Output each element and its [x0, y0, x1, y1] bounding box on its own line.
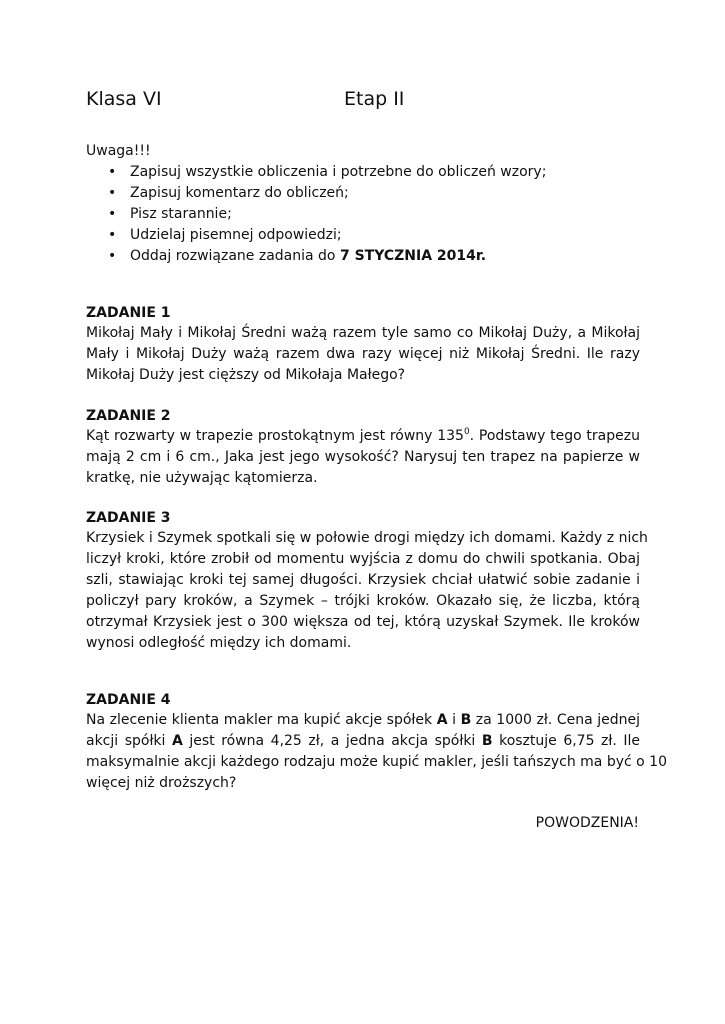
header	[86, 88, 646, 118]
task-line	[86, 426, 640, 447]
task-line: maksymalnie akcji każdego rodzaju może kupić makler, jeśli tańszych ma być o 10	[86, 754, 667, 770]
rule-item	[108, 183, 648, 204]
bullet-icon: •	[108, 164, 117, 180]
class-label: Klasa VI	[86, 88, 162, 110]
task-line: kratkę, nie używając kątomierza.	[86, 470, 318, 486]
task-line: otrzymał Krzysiek jest o 300 większa od tej, którą uzyskał Szymek. Ile kroków	[86, 614, 640, 630]
task-line: Krzysiek i Szymek spotkali się w połowie drogi między ich domami. Każdy z nich	[86, 530, 648, 546]
task-title: ZADANIE 3	[86, 510, 171, 526]
task-text: akcji spółki	[86, 733, 172, 749]
task-text: Na zlecenie klienta makler ma kupić akcje spółek	[86, 712, 437, 728]
task-text: . Podstawy tego trapezu	[469, 428, 640, 444]
task-title: ZADANIE 2	[86, 408, 171, 424]
company-b: B	[460, 712, 472, 728]
deadline: 7 STYCZNIA 2014r.	[339, 248, 487, 264]
task-line: Mikołaj Duży jest cięższy od Mikołaja Małego?	[86, 367, 406, 383]
task-line: Mały i Mikołaj Duży ważą razem dwa razy więcej niż Mikołaj Średni. Ile razy	[86, 346, 640, 362]
bullet-icon: •	[108, 185, 117, 201]
bullet-icon: •	[108, 206, 117, 222]
task-4	[86, 690, 667, 794]
task-line	[86, 710, 640, 731]
company-a: A	[436, 712, 448, 728]
company-a: A	[171, 733, 183, 749]
task-text: i	[447, 712, 461, 728]
task-line: szli, stawiając kroki tej samej długości. Krzysiek chciał ułatwić sobie zadanie i	[86, 572, 640, 588]
closing-text: POWODZENIA!	[535, 815, 639, 831]
task-line: wynosi odległość między ich domami.	[86, 635, 352, 651]
task-3	[86, 508, 648, 654]
task-1	[86, 303, 640, 386]
rule-item	[108, 162, 648, 183]
company-b: B	[481, 733, 493, 749]
task-text: Kąt rozwarty w trapezie prostokątnym jest równy 135	[86, 428, 464, 444]
rule-text: Pisz starannie;	[130, 206, 232, 222]
rules-list	[108, 162, 648, 267]
task-title: ZADANIE 1	[86, 305, 171, 321]
stage-label: Etap II	[344, 88, 405, 110]
task-text: kosztuje 6,75 zł. Ile	[492, 733, 640, 749]
task-body	[86, 710, 667, 794]
task-body	[86, 528, 648, 654]
rule-item	[108, 246, 648, 267]
bullet-icon: •	[108, 227, 117, 243]
bullet-icon: •	[108, 248, 117, 264]
task-line: więcej niż droższych?	[86, 775, 237, 791]
task-text: za 1000 zł. Cena jednej	[471, 712, 640, 728]
task-title: ZADANIE 4	[86, 692, 171, 708]
task-text: jest równa 4,25 zł, a jedna akcja spółki	[182, 733, 482, 749]
task-body	[86, 323, 640, 386]
task-body	[86, 426, 640, 489]
task-line	[86, 731, 640, 752]
rule-text: Zapisuj wszystkie obliczenia i potrzebne do obliczeń wzory;	[130, 164, 547, 180]
task-line: liczył kroki, które zrobił od momentu wyjścia z domu do chwili spotkania. Obaj	[86, 551, 640, 567]
task-line: policzył pary kroków, a Szymek – trójki kroków. Okazało się, że liczba, którą	[86, 593, 640, 609]
rule-text: Oddaj rozwiązane zadania do	[130, 248, 340, 264]
note-label: Uwaga!!!	[86, 143, 151, 159]
degree-superscript: 0	[463, 427, 470, 437]
rule-text: Zapisuj komentarz do obliczeń;	[130, 185, 349, 201]
rule-text: Udzielaj pisemnej odpowiedzi;	[130, 227, 342, 243]
task-2	[86, 406, 640, 489]
task-line: Mikołaj Mały i Mikołaj Średni ważą razem tyle samo co Mikołaj Duży, a Mikołaj	[86, 325, 640, 341]
task-line: mają 2 cm i 6 cm., Jaka jest jego wysokość? Narysuj ten trapez na papierze w	[86, 449, 640, 465]
rule-item	[108, 204, 648, 225]
rule-item	[108, 225, 648, 246]
